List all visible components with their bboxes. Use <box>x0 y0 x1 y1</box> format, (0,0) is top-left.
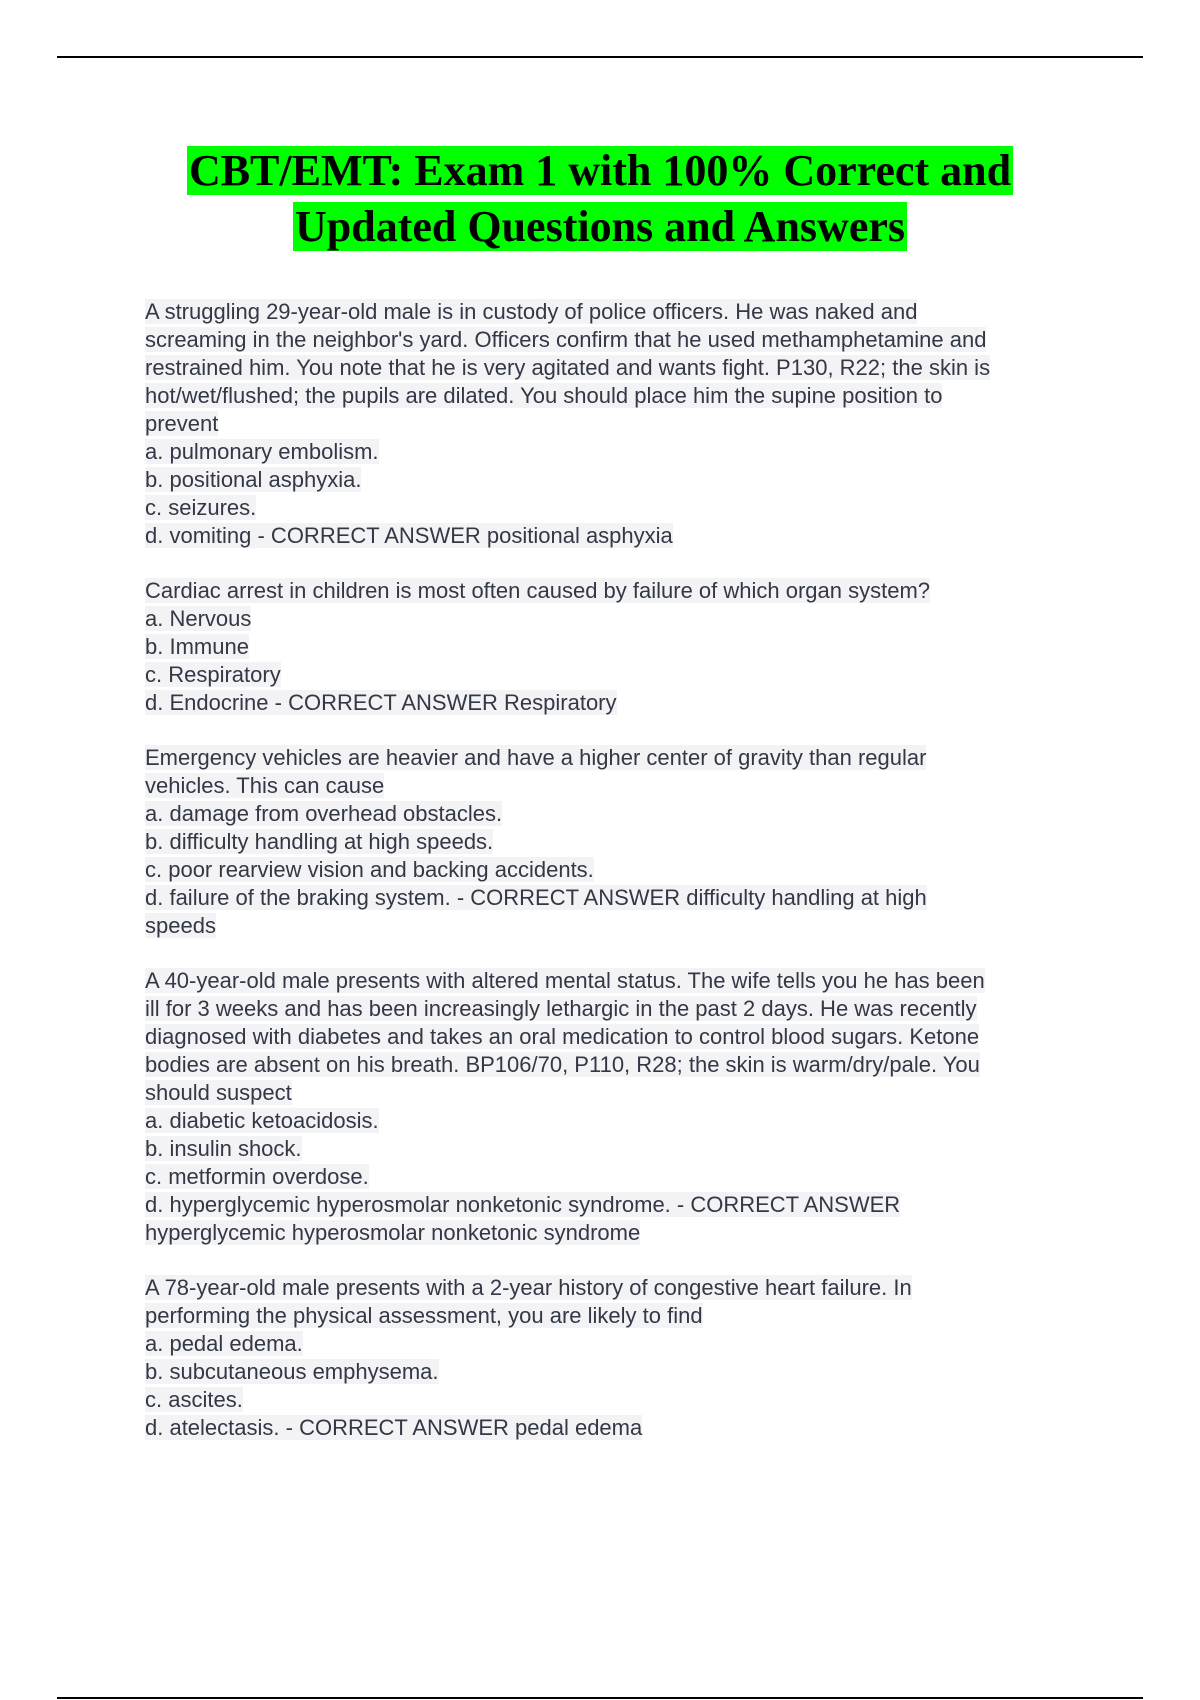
question-line <box>145 772 1085 800</box>
question-line <box>145 856 1085 884</box>
question-line <box>145 577 1085 605</box>
question-block <box>145 298 1085 550</box>
question-line <box>145 1219 1085 1247</box>
question-line-text: b. subcutaneous emphysema. <box>145 1359 439 1384</box>
question-line <box>145 1330 1085 1358</box>
question-line <box>145 438 1085 466</box>
question-line <box>145 605 1085 633</box>
bottom-rule <box>57 1697 1143 1699</box>
top-rule <box>57 56 1143 58</box>
question-line <box>145 326 1085 354</box>
question-line-text: a. Nervous <box>145 606 252 631</box>
question-line-text: a. damage from overhead obstacles. <box>145 801 503 826</box>
document-title <box>0 143 1200 255</box>
question-line-text: d. vomiting - CORRECT ANSWER positional asphyxia <box>145 523 673 548</box>
question-line <box>145 522 1085 550</box>
question-line <box>145 410 1085 438</box>
question-line <box>145 1135 1085 1163</box>
question-line-text: a. pulmonary embolism. <box>145 439 379 464</box>
question-line-text: c. Respiratory <box>145 662 281 687</box>
question-line <box>145 1358 1085 1386</box>
title-line-2: Updated Questions and Answers <box>294 202 906 251</box>
question-line <box>145 1051 1085 1079</box>
question-line <box>145 1274 1085 1302</box>
question-line-text: hot/wet/flushed; the pupils are dilated. You should place him the supine position to <box>145 383 943 408</box>
question-line-text: c. ascites. <box>145 1387 243 1412</box>
question-block <box>145 577 1085 717</box>
question-line <box>145 494 1085 522</box>
question-line-text: b. Immune <box>145 634 249 659</box>
question-line-text: A 40-year-old male presents with altered mental status. The wife tells you he has been <box>145 968 985 993</box>
question-line-text: d. failure of the braking system. - CORRECT ANSWER difficulty handling at high <box>145 885 927 910</box>
question-line-text: b. difficulty handling at high speeds. <box>145 829 494 854</box>
question-line <box>145 1191 1085 1219</box>
question-line-text: a. diabetic ketoacidosis. <box>145 1108 379 1133</box>
question-line <box>145 661 1085 689</box>
question-line <box>145 912 1085 940</box>
question-line-text: c. metformin overdose. <box>145 1164 369 1189</box>
question-list <box>145 298 1085 1469</box>
question-line <box>145 1163 1085 1191</box>
question-line <box>145 1023 1085 1051</box>
question-line <box>145 1079 1085 1107</box>
question-line <box>145 382 1085 410</box>
question-block <box>145 1274 1085 1442</box>
question-line <box>145 744 1085 772</box>
question-line <box>145 1302 1085 1330</box>
question-line <box>145 967 1085 995</box>
question-line <box>145 298 1085 326</box>
question-line-text: speeds <box>145 913 216 938</box>
question-line-text: A struggling 29-year-old male is in custody of police officers. He was naked and <box>145 299 918 324</box>
question-line-text: b. insulin shock. <box>145 1136 302 1161</box>
question-line <box>145 995 1085 1023</box>
question-block <box>145 744 1085 940</box>
question-line-text: Cardiac arrest in children is most often caused by failure of which organ system? <box>145 578 931 603</box>
question-line-text: d. hyperglycemic hyperosmolar nonketonic syndrome. - CORRECT ANSWER <box>145 1192 901 1217</box>
question-line-text: should suspect <box>145 1080 292 1105</box>
question-line-text: d. atelectasis. - CORRECT ANSWER pedal edema <box>145 1415 643 1440</box>
question-line-text: d. Endocrine - CORRECT ANSWER Respiratory <box>145 690 617 715</box>
question-line <box>145 466 1085 494</box>
question-line-text: vehicles. This can cause <box>145 773 385 798</box>
question-line-text: b. positional asphyxia. <box>145 467 362 492</box>
question-line <box>145 800 1085 828</box>
question-line <box>145 1386 1085 1414</box>
question-line-text: performing the physical assessment, you are likely to find <box>145 1303 703 1328</box>
question-line-text: hyperglycemic hyperosmolar nonketonic syndrome <box>145 1220 641 1245</box>
question-line-text: c. poor rearview vision and backing accidents. <box>145 857 594 882</box>
question-line-text: Emergency vehicles are heavier and have a higher center of gravity than regular <box>145 745 927 770</box>
question-line-text: prevent <box>145 411 219 436</box>
question-line <box>145 689 1085 717</box>
question-block <box>145 967 1085 1247</box>
question-line <box>145 1414 1085 1442</box>
question-line <box>145 828 1085 856</box>
title-line-1: CBT/EMT: Exam 1 with 100% Correct and <box>188 146 1012 195</box>
question-line-text: A 78-year-old male presents with a 2-year history of congestive heart failure. In <box>145 1275 912 1300</box>
question-line-text: bodies are absent on his breath. BP106/70, P110, R28; the skin is warm/dry/pale. You <box>145 1052 980 1077</box>
question-line-text: c. seizures. <box>145 495 257 520</box>
question-line-text: a. pedal edema. <box>145 1331 303 1356</box>
question-line-text: restrained him. You note that he is very agitated and wants fight. P130, R22; the skin is <box>145 355 991 380</box>
question-line <box>145 1107 1085 1135</box>
question-line <box>145 633 1085 661</box>
question-line <box>145 884 1085 912</box>
question-line-text: screaming in the neighbor's yard. Officers confirm that he used methamphetamine and <box>145 327 987 352</box>
question-line-text: ill for 3 weeks and has been increasingly lethargic in the past 2 days. He was recently <box>145 996 977 1021</box>
question-line <box>145 354 1085 382</box>
question-line-text: diagnosed with diabetes and takes an oral medication to control blood sugars. Ketone <box>145 1024 980 1049</box>
